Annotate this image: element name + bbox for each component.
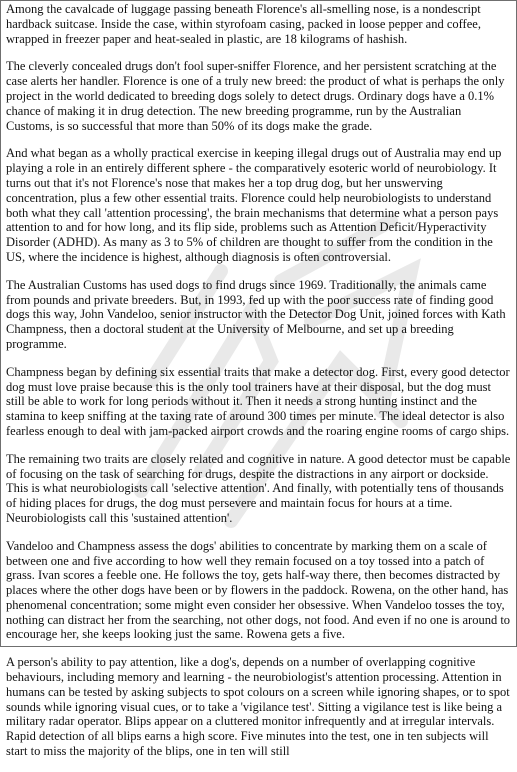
paragraph: Vandeloo and Champness assess the dogs' abilities to concentrate by marking them on a scale of between one and five according to how well they remain focused on a toy tossed into a patch of grass. Ivan scores a feeble one. He follows the toy, gets half-way there, then becomes distracted by places where the other dogs have been or by flowers in the paddock. Rowena, on the other hand, has phenomenal concentration; some might even consider her obsessive. When Vandeloo tosses the toy, nothing can distract her from the searching, not other dogs, not food. And even if no one is around to encourage her, she keeps looking just the same. Rowena gets a five.: [6, 538, 511, 642]
paragraph: The Australian Customs has used dogs to find drugs since 1969. Traditionally, the animals came from pounds and private breeders. But, in 1993, fed up with the poor success rate of finding good dogs this way, John Vandeloo, senior instructor with the Detector Dog Unit, joined forces with Kath Champness, then a doctoral student at the University of Melbourne, and set up a breeding programme.: [6, 277, 506, 351]
article-body: [6, 2, 511, 772]
paragraph: A person's ability to pay attention, like a dog's, depends on a number of overlapping cognitive behaviours, including memory and learning - the neurobiologist's attention processing. Attention in humans can be tested by asking subjects to spot colours on a screen while ignoring shapes, or to spot sounds while ignoring visual cues, or to take a 'vigilance test'. Sitting a vigilance test is like being a military radar operator. Blips appear on a cluttered monitor infrequently and at irregular intervals. Rapid detection of all blips earns a high score. Five minutes into the test, one in ten subjects will start to miss the majority of the blips, one in ten will still: [6, 655, 510, 759]
paragraph: Champness began by defining six essential traits that make a detector dog. First, every good detector dog must love praise because this is the only tool trainers have at their disposal, but the dog must still be able to work for long periods without it. Then it needs a strong hunting instinct and the stamina to keep sniffing at the taxing rate of around 300 times per minute. The ideal detector is also fearless enough to deal with jam-packed airport crowds and the roaring engine rooms of cargo ships.: [6, 364, 510, 438]
paragraph: The remaining two traits are closely related and cognitive in nature. A good detector must be capable of focusing on the task of searching for drugs, despite the distractions in any airport or dockside. This is what neurobiologists call 'selective attention'. And finally, with potentially tens of thousands of hiding places for drugs, the dog must persevere and maintain focus for hours at a time. Neurobiologists call this 'sustained attention'.: [6, 451, 511, 525]
paragraph: And what began as a wholly practical exercise in keeping illegal drugs out of Australia may end up playing a role in an entirely different sphere - the comparatively esoteric world of neurobiology. It turns out that it's not Florence's nose that makes her a top drug dog, but her unswerving concentration, plus a few other essential traits. Florence could help neurobiologists to understand both what they call 'attention processing', the brain mechanisms that determine what a person pays attention to and for how long, and its flip side, problems such as Attention Deficit/Hyperactivity Disorder (ADHD). As many as 3 to 5% of children are thought to suffer from the condition in the US, where the incidence is highest, although diagnosis is often controversial.: [6, 146, 502, 264]
paragraph: Among the cavalcade of luggage passing beneath Florence's all-smelling nose, is a nondescript hardback suitcase. Inside the case, within styrofoam casing, packed in loose pepper and coffee, wrapped in freezer paper and heat-sealed in plastic, are 18 kilograms of hashish.: [6, 2, 481, 46]
paragraph: The cleverly concealed drugs don't fool super-sniffer Florence, and her persistent scratching at the case alerts her handler. Florence is one of a truly new breed: the product of what is perhaps the only project in the world dedicated to breeding dogs solely to detect drugs. Ordinary dogs have a 0.1% chance of making it in drug detection. The new breeding programme, run by the Australian Customs, is so successful that more than 50% of its dogs make the grade.: [6, 59, 505, 133]
